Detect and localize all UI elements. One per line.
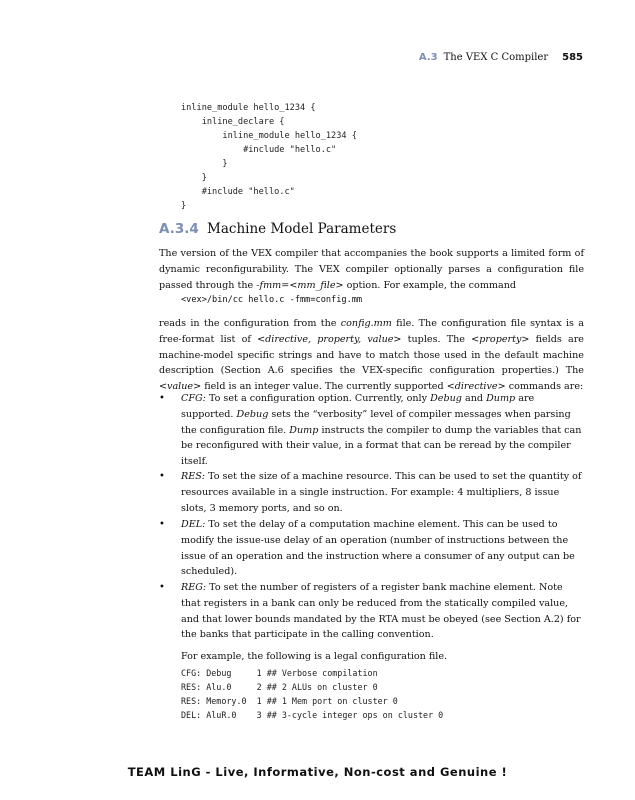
property-term: <property>	[471, 333, 530, 345]
syntax-text: tuples. The	[401, 333, 472, 345]
bullet-cfg	[159, 391, 584, 470]
example-intro: For example, the following is a legal configuration file.	[181, 651, 448, 663]
syntax-text: fields are machine-model specific strings and have to match those used in the default machine description (Section A.6 specifies the VEX-specific configuration properties.) The	[159, 333, 584, 377]
bullet-res-text	[181, 469, 584, 516]
command-line: <vex>/bin/cc hello.c -fmm=config.mm	[181, 295, 363, 305]
option-dump: Dump	[289, 424, 319, 436]
header-section-number: A.3	[418, 52, 438, 63]
directive-key: RES:	[181, 471, 206, 482]
syntax-text: field is an integer value. The currently supported	[201, 381, 447, 393]
tuple-term: <directive, property, value>	[257, 333, 402, 345]
subsection-title: Machine Model Parameters	[207, 221, 397, 237]
bullet-del	[159, 517, 584, 580]
directive-key: REG:	[181, 582, 207, 593]
bullet-text: To set the delay of a computation machine element. This can be used to modify the issue-use delay of an operation (number of instructions between the issue of an operation and the instruction where a consumer of any output can be scheduled).	[181, 519, 575, 578]
option-name: -fmm=<mm_file>	[256, 279, 344, 291]
code-block: inline_module hello_1234 { inline_declare { inline_module hello_1234 { #include "hello.c" } } #include "hello.c" }	[181, 103, 357, 211]
directive-key: DEL:	[181, 519, 206, 530]
running-header	[419, 52, 583, 63]
syntax-text: reads in the configuration from the	[159, 318, 341, 329]
syntax-text: commands are:	[505, 381, 584, 393]
config-line: CFG: Debug 1 ## Verbose compilation	[181, 668, 378, 678]
bullet-text: instructs the compiler to dump the variables that can be reconfigured with their value, in a format that can be reread by the compiler itself.	[181, 424, 582, 468]
footer-banner: TEAM LinG - Live, Informative, Non-cost and Genuine !	[127, 765, 508, 779]
bullet-reg-text	[181, 580, 584, 643]
config-line: DEL: AluR.0 3 ## 3-cycle integer ops on cluster 0	[181, 710, 444, 720]
option-debug: Debug	[236, 408, 269, 420]
subsection-number: A.3.4	[159, 221, 199, 237]
syntax-text: file. The configuration file syntax is a free-format list of	[159, 318, 584, 345]
bullet-icon: •	[159, 393, 165, 404]
bullet-icon: •	[159, 582, 165, 593]
option-debug: Debug	[430, 393, 462, 404]
config-filename: config.mm	[340, 318, 392, 329]
config-file-listing	[181, 666, 443, 722]
header-section-title: The VEX C Compiler	[443, 52, 549, 63]
directive-key: CFG:	[181, 393, 206, 404]
config-line: RES: Memory.0 1 ## 1 Mem port on cluster 0	[181, 696, 398, 706]
bullet-res	[159, 469, 584, 516]
intro-text-end: option. For example, the command	[343, 279, 517, 291]
bullet-del-text	[181, 517, 584, 580]
bullet-icon: •	[159, 471, 165, 482]
bullet-text: are supported.	[181, 393, 535, 420]
bullet-cfg-text	[181, 391, 584, 470]
bullet-reg	[159, 580, 584, 665]
page-number: 585	[562, 52, 583, 63]
config-line: RES: Alu.0 2 ## 2 ALUs on cluster 0	[181, 682, 378, 692]
bullet-text: To set the size of a machine resource. This can be used to set the quantity of resources available in a single instruction. For example: 4 multipliers, 8 issue slots, 3 memory ports, and so on.	[181, 471, 582, 514]
bullet-text: To set a configuration option. Currently, only	[205, 393, 431, 404]
option-dump: Dump	[486, 393, 516, 404]
bullet-text: sets the “verbosity” level of compiler messages when parsing the configuration file.	[181, 408, 571, 436]
bullet-icon: •	[159, 519, 165, 530]
value-term: <value>	[159, 381, 202, 393]
bullet-text: and	[461, 393, 487, 404]
subsection-heading	[159, 221, 396, 237]
paragraph-intro	[159, 246, 584, 293]
intro-text: The version of the VEX compiler that accompanies the book supports a limited form of dynamic reconfigurability. The VEX compiler optionally parses a configuration file passed through the	[159, 248, 584, 291]
paragraph-syntax	[159, 316, 584, 395]
bullet-text: To set the number of registers of a register bank machine element. Note that registers in a bank can only be reduced from the statically compiled value, and that lower bounds mandated by the RTA must be obeyed (see Section A.2) for the banks that participate in the calling convention.	[181, 582, 581, 641]
directive-term: <directive>	[446, 381, 506, 393]
